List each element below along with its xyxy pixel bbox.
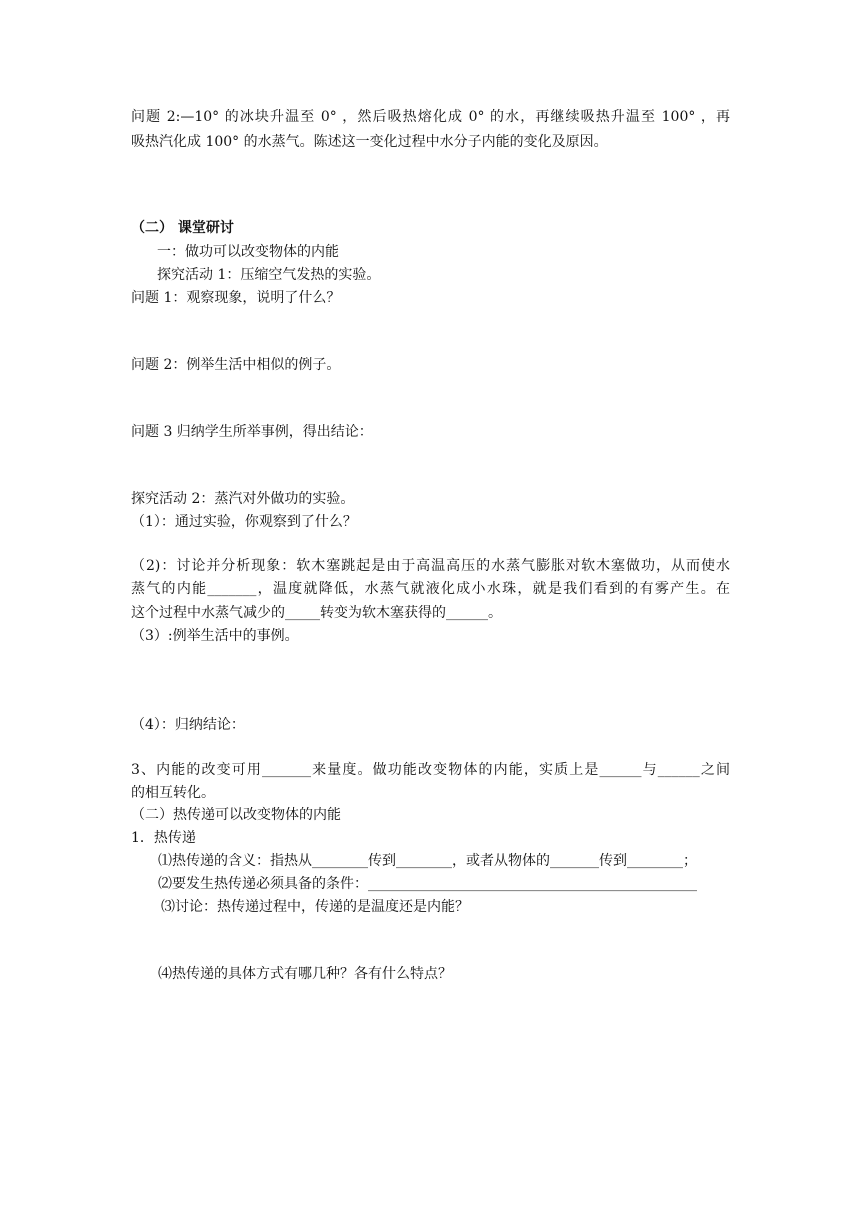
- subsection-work-changes-energy: 一：做功可以改变物体的内能: [157, 244, 339, 260]
- activity-2-item-4: （4）：归纳结论：: [131, 717, 245, 733]
- activity-1-question-1: 问题 1：观察现象，说明了什么？: [131, 290, 341, 306]
- heat-transfer-title: 1．热传递: [131, 830, 196, 846]
- activity-1-question-2: 问题 2：例举生活中相似的例子。: [131, 357, 341, 373]
- heat-transfer-item-3: ⑶讨论：热传递过程中，传递的是温度还是内能？: [161, 899, 469, 915]
- activity-2-item-3: （3）:例举生活中的事例。: [131, 628, 299, 644]
- subsection-heat-transfer: （二）热传递可以改变物体的内能: [131, 807, 341, 823]
- activity-1-title: 探究活动 1：压缩空气发热的实验。: [157, 267, 381, 283]
- question-ice-heating-line-2: 吸热汽化成 100° 的水蒸气。陈述这一变化过程中水分子内能的变化及原因。: [131, 134, 608, 150]
- section-heading: （二） 课堂研讨: [131, 220, 234, 236]
- activity-2-item-2-line-3: 这个过程中水蒸气减少的_____转变为软木塞获得的______。: [131, 605, 502, 621]
- question-ice-heating-line-1: 问题 2:—10° 的冰块升温至 0° ，然后吸热熔化成 0° 的水，再继续吸热升温至 100° ，再: [131, 109, 730, 125]
- activity-2-title: 探究活动 2：蒸汽对外做功的实验。: [131, 491, 355, 507]
- activity-2-item-2-line-1: （2)：讨论并分析现象：软木塞跳起是由于高温高压的水蒸气膨胀对软木塞做功，从而使水: [131, 558, 730, 574]
- point-3-line-1: 3、内能的改变可用_______来量度。做功能改变物体的内能，实质上是______与______之间: [131, 762, 730, 778]
- heat-transfer-item-4: ⑷热传递的具体方式有哪几种？各有什么特点？: [158, 966, 452, 982]
- activity-2-item-1: （1）：通过实验，你观察到了什么？: [131, 514, 357, 530]
- point-3-line-2: 的相互转化。: [131, 785, 215, 801]
- heat-transfer-item-2: ⑵要发生热传递必须具备的条件：_______________________________________________: [158, 876, 697, 892]
- activity-2-item-2-line-2: 蒸气的内能_______，温度就降低，水蒸气就液化成小水珠，就是我们看到的有雾产生。在: [131, 581, 730, 597]
- heat-transfer-item-1: ⑴热传递的含义：指热从________传到________，或者从物体的_______传到________；: [158, 853, 697, 869]
- activity-1-question-3: 问题 3 归纳学生所举事例，得出结论：: [131, 424, 373, 440]
